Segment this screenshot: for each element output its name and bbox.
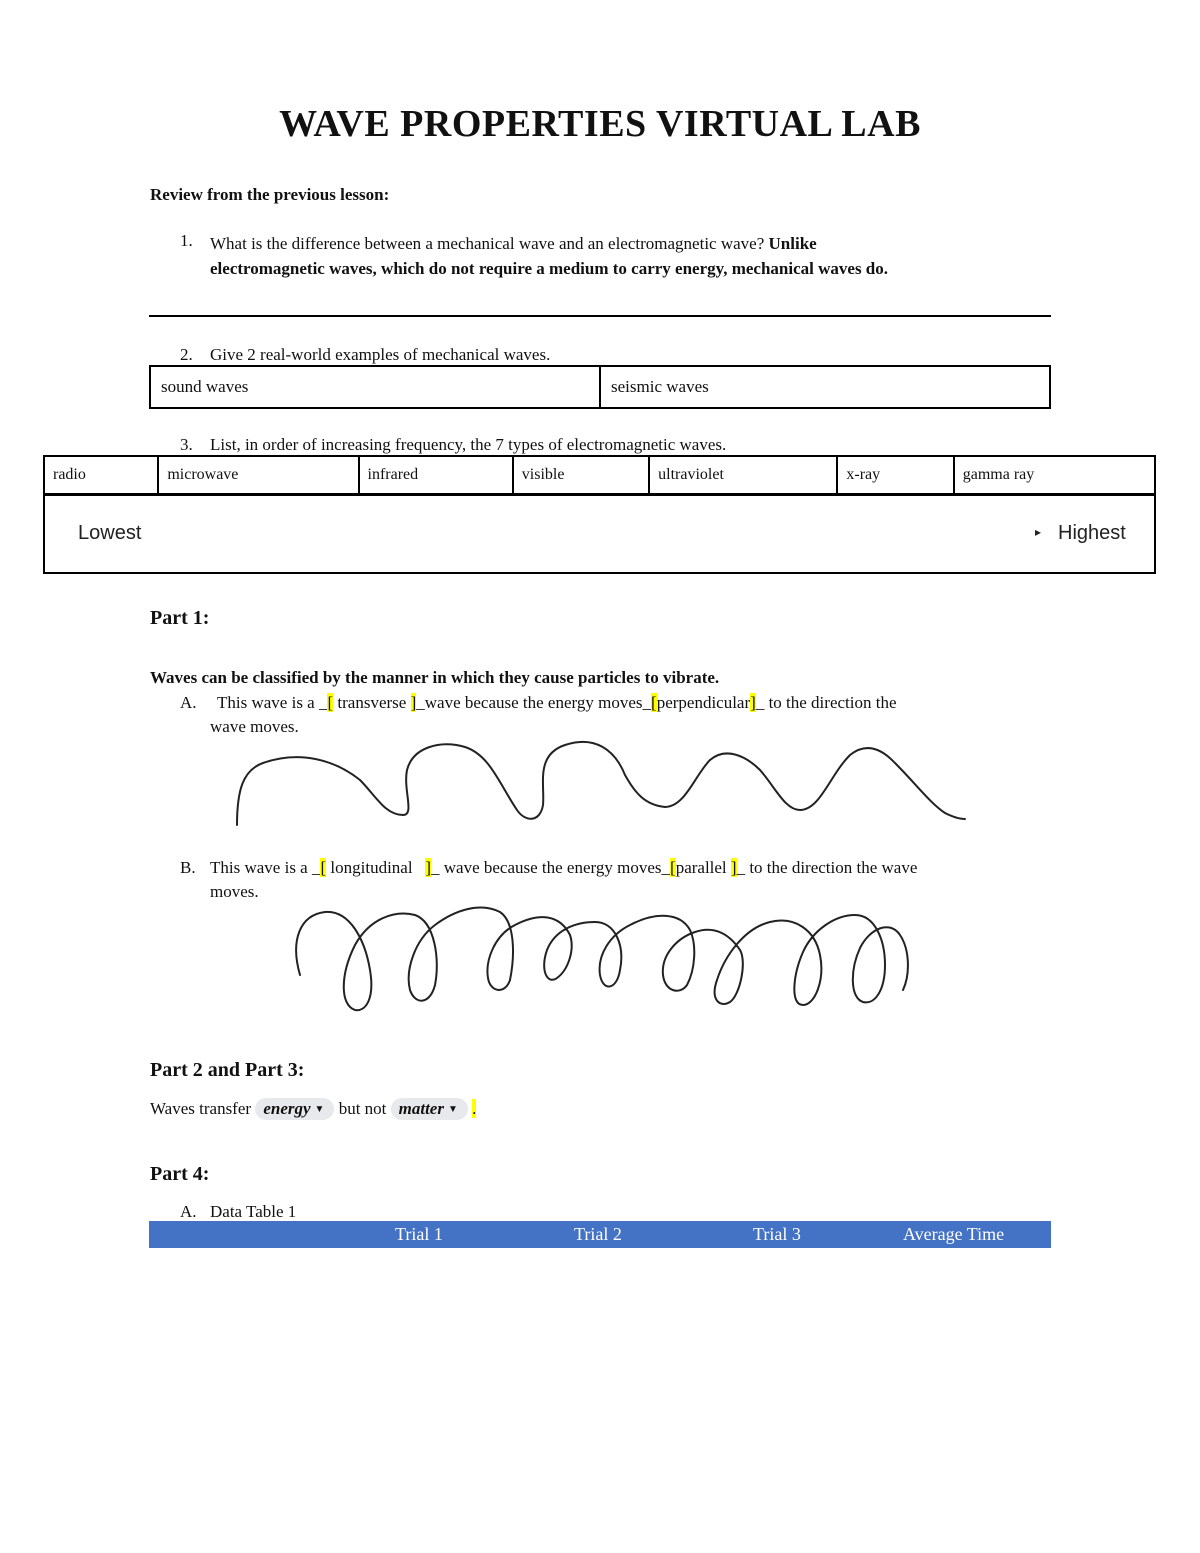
column-header: Trial 1 [395,1224,443,1244]
q1-answer: electromagnetic waves, which do not require a medium to carry energy, mechanical waves do. [210,259,889,278]
energy-dropdown[interactable] [255,1098,334,1120]
transverse-wave-drawing [225,735,975,835]
em-wave-cell[interactable]: infrared [359,456,513,494]
data-table-title: Data Table 1 [210,1202,297,1221]
part23-text-2: but not [338,1099,387,1118]
arrow-icon: ▸ [1035,525,1042,539]
em-wave-cell[interactable]: ultraviolet [649,456,837,494]
matter-dropdown-value: matter [398,1099,444,1118]
em-wave-cell[interactable]: radio [44,456,158,494]
column-header: Trial 2 [574,1224,622,1244]
longitudinal-wave-drawing [285,900,915,1020]
a-bracket: ] [410,693,417,712]
part23-heading: Part 2 and Part 3: [150,1059,305,1081]
em-wave-cell[interactable]: gamma ray [954,456,1155,494]
em-waves-table [43,455,1156,495]
part1-heading: Part 1: [150,607,210,629]
a-blank-wave-type[interactable]: transverse [333,693,411,712]
a-text-line2: wave moves. [210,717,299,736]
example-cell-2[interactable]: seismic waves [600,366,1050,408]
examples-table [149,365,1051,409]
a-text-2: _wave because the energy moves_ [416,693,652,712]
a-bracket: [ [327,693,334,712]
part23-sentence [150,1098,476,1120]
review-heading: Review from the previous lesson: [150,185,390,204]
q2-text: Give 2 real-world examples of mechanical waves. [210,345,551,364]
part1-a-sentence [217,693,897,713]
part4-item-letter: A. [180,1202,197,1221]
example-cell-1[interactable]: sound waves [150,366,600,408]
b-text-3: _ to the direction the wave [736,858,918,877]
q1-text: What is the difference between a mechanical wave and an electromagnetic wave? [210,234,765,253]
a-text-3: _ to the direction the [755,693,897,712]
a-blank-direction[interactable]: perpendicular [656,693,751,712]
data-table-header [149,1221,1051,1248]
q1-number: 1. [180,231,193,250]
chevron-down-icon: ▼ [314,1104,325,1115]
q1-answer-start: Unlike [768,234,817,253]
column-header: Trial 3 [753,1224,801,1244]
highest-label: Highest [1058,522,1126,544]
part23-text-1: Waves transfer [150,1099,252,1118]
a-bracket: [ [651,693,657,712]
b-text-2: _ wave because the energy moves_ [431,858,671,877]
chevron-down-icon: ▼ [447,1104,458,1115]
q1-block [210,231,1060,281]
frequency-scale [43,494,1156,574]
column-header: Average Time [903,1224,1005,1244]
matter-dropdown[interactable] [391,1098,468,1120]
b-text-1: This wave is a _ [210,858,321,877]
part1-a-letter: A. [180,693,197,712]
b-bracket: ] [730,858,737,877]
em-wave-cell[interactable]: microwave [158,456,358,494]
q3-number: 3. [180,435,193,454]
part23-end: . [472,1099,477,1118]
b-bracket: [ [670,858,676,877]
b-bracket: ] [425,858,431,877]
b-bracket: [ [320,858,327,877]
a-bracket: ] [750,693,756,712]
part1-statement: Waves can be classified by the manner in which they cause particles to vibrate. [150,668,720,687]
energy-dropdown-value: energy [263,1099,311,1118]
part1-b-sentence [210,858,917,878]
part1-b-letter: B. [180,858,196,877]
q2-number: 2. [180,345,193,364]
b-blank-direction[interactable]: parallel [675,858,731,877]
em-wave-cell[interactable]: x-ray [837,456,953,494]
b-blank-wave-type[interactable]: longitudinal [326,858,426,877]
page-title: WAVE PROPERTIES VIRTUAL LAB [279,103,921,145]
b-text-line2: moves. [210,882,259,901]
a-text-1: This wave is a _ [217,693,328,712]
part4-heading: Part 4: [150,1163,210,1185]
em-wave-cell[interactable]: visible [513,456,649,494]
lowest-label: Lowest [78,522,142,544]
answer-rule [149,315,1051,317]
q3-text: List, in order of increasing frequency, the 7 types of electromagnetic waves. [210,435,727,454]
